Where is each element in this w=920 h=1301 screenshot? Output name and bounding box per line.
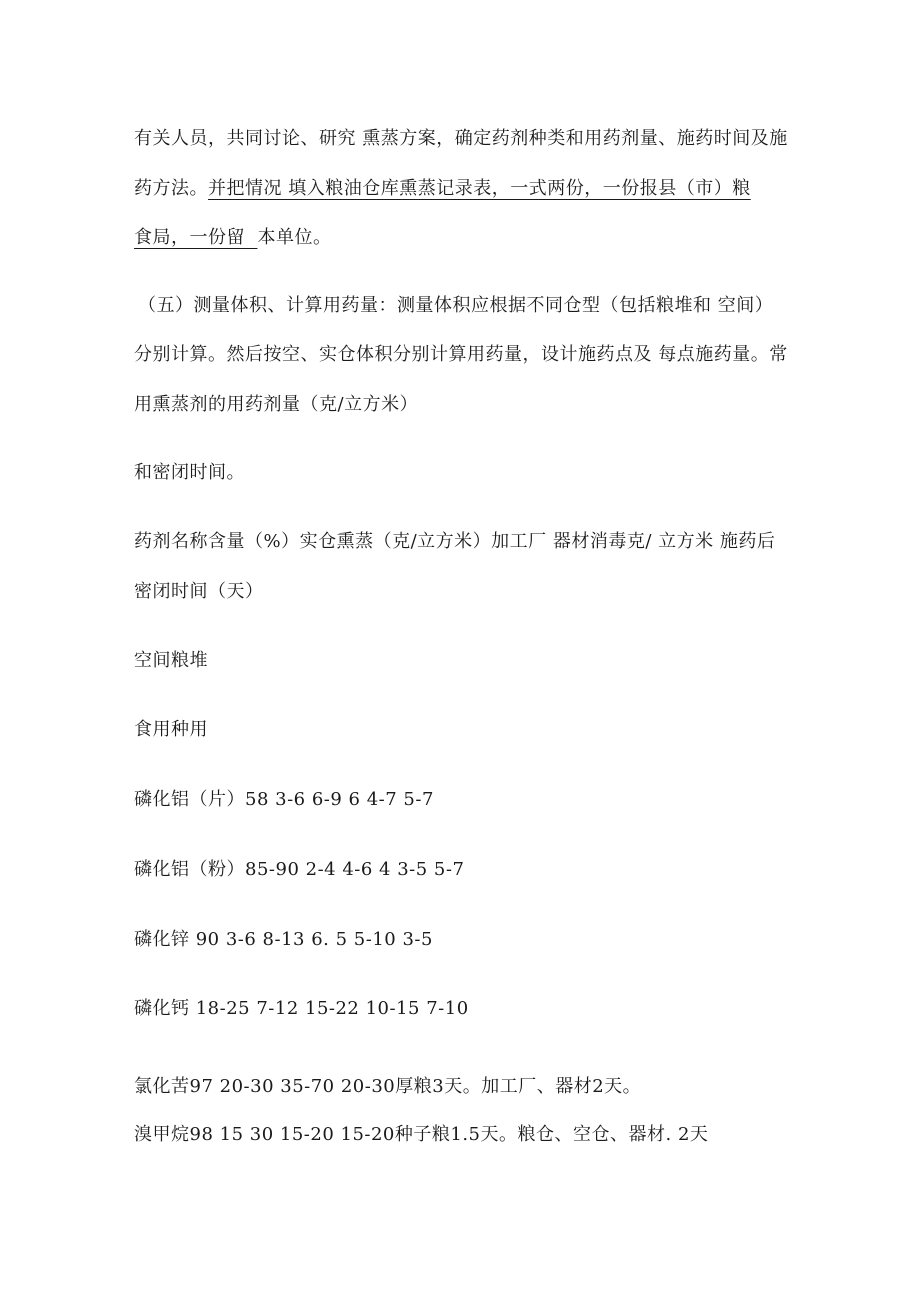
paragraph1-line3-plain: 本单位。 [257,227,332,248]
paragraph1-line2 [134,177,751,201]
paragraph1-line3 [134,226,331,250]
table-header-line1: 药剂名称含量（%）实仓熏蒸（克/立方米）加工厂 器材消毒克/ 立方米 施药后 [134,531,776,552]
paragraph2-line3: 用熏蒸剂的用药剂量（克/立方米） [134,394,419,415]
table-header-line2: 密闭时间（天） [134,581,264,602]
sub-header-food-seed: 食用种用 [134,719,208,740]
table-row: 氯化苦97 20-30 35-70 20-30厚粮3天。加工厂、器材2天。 [134,1076,642,1097]
paragraph2-line2: 分别计算。然后按空、实仓体积分别计算用药量，设计施药点及 每点施药量。常 [134,344,788,365]
sub-header-space-grain: 空间粮堆 [134,650,208,671]
table-row: 磷化钙 18-25 7-12 15-22 10-15 7-10 [134,998,469,1019]
table-row: 磷化锌 90 3-6 8-13 6. 5 5-10 3-5 [134,929,433,950]
table-row: 溴甲烷98 15 30 15-20 15-20种子粮1.5天。粮仓、空仓、器材. 2天 [134,1124,709,1145]
table-row: 磷化铝（片）58 3-6 6-9 6 4-7 5-7 [134,789,434,810]
paragraph1-line3-underlined: 食局，一份留 [134,227,258,248]
paragraph1-line2-plain: 药方法。 [134,178,208,199]
table-row: 磷化铝（粉）85-90 2-4 4-6 4 3-5 5-7 [134,859,465,880]
paragraph1-line1: 有关人员，共同讨论、研究 熏蒸方案，确定药剂种类和用药剂量、施药时间及施 [134,128,788,149]
paragraph2-line1: （五）测量体积、计算用药量：测量体积应根据不同仓型（包括粮堆和 空间） [138,295,774,316]
paragraph3: 和密闭时间。 [134,462,245,483]
paragraph1-line2-underlined: 并把情况 填入粮油仓库熏蒸记录表，一式两份，一份报县（市）粮 [208,178,751,199]
